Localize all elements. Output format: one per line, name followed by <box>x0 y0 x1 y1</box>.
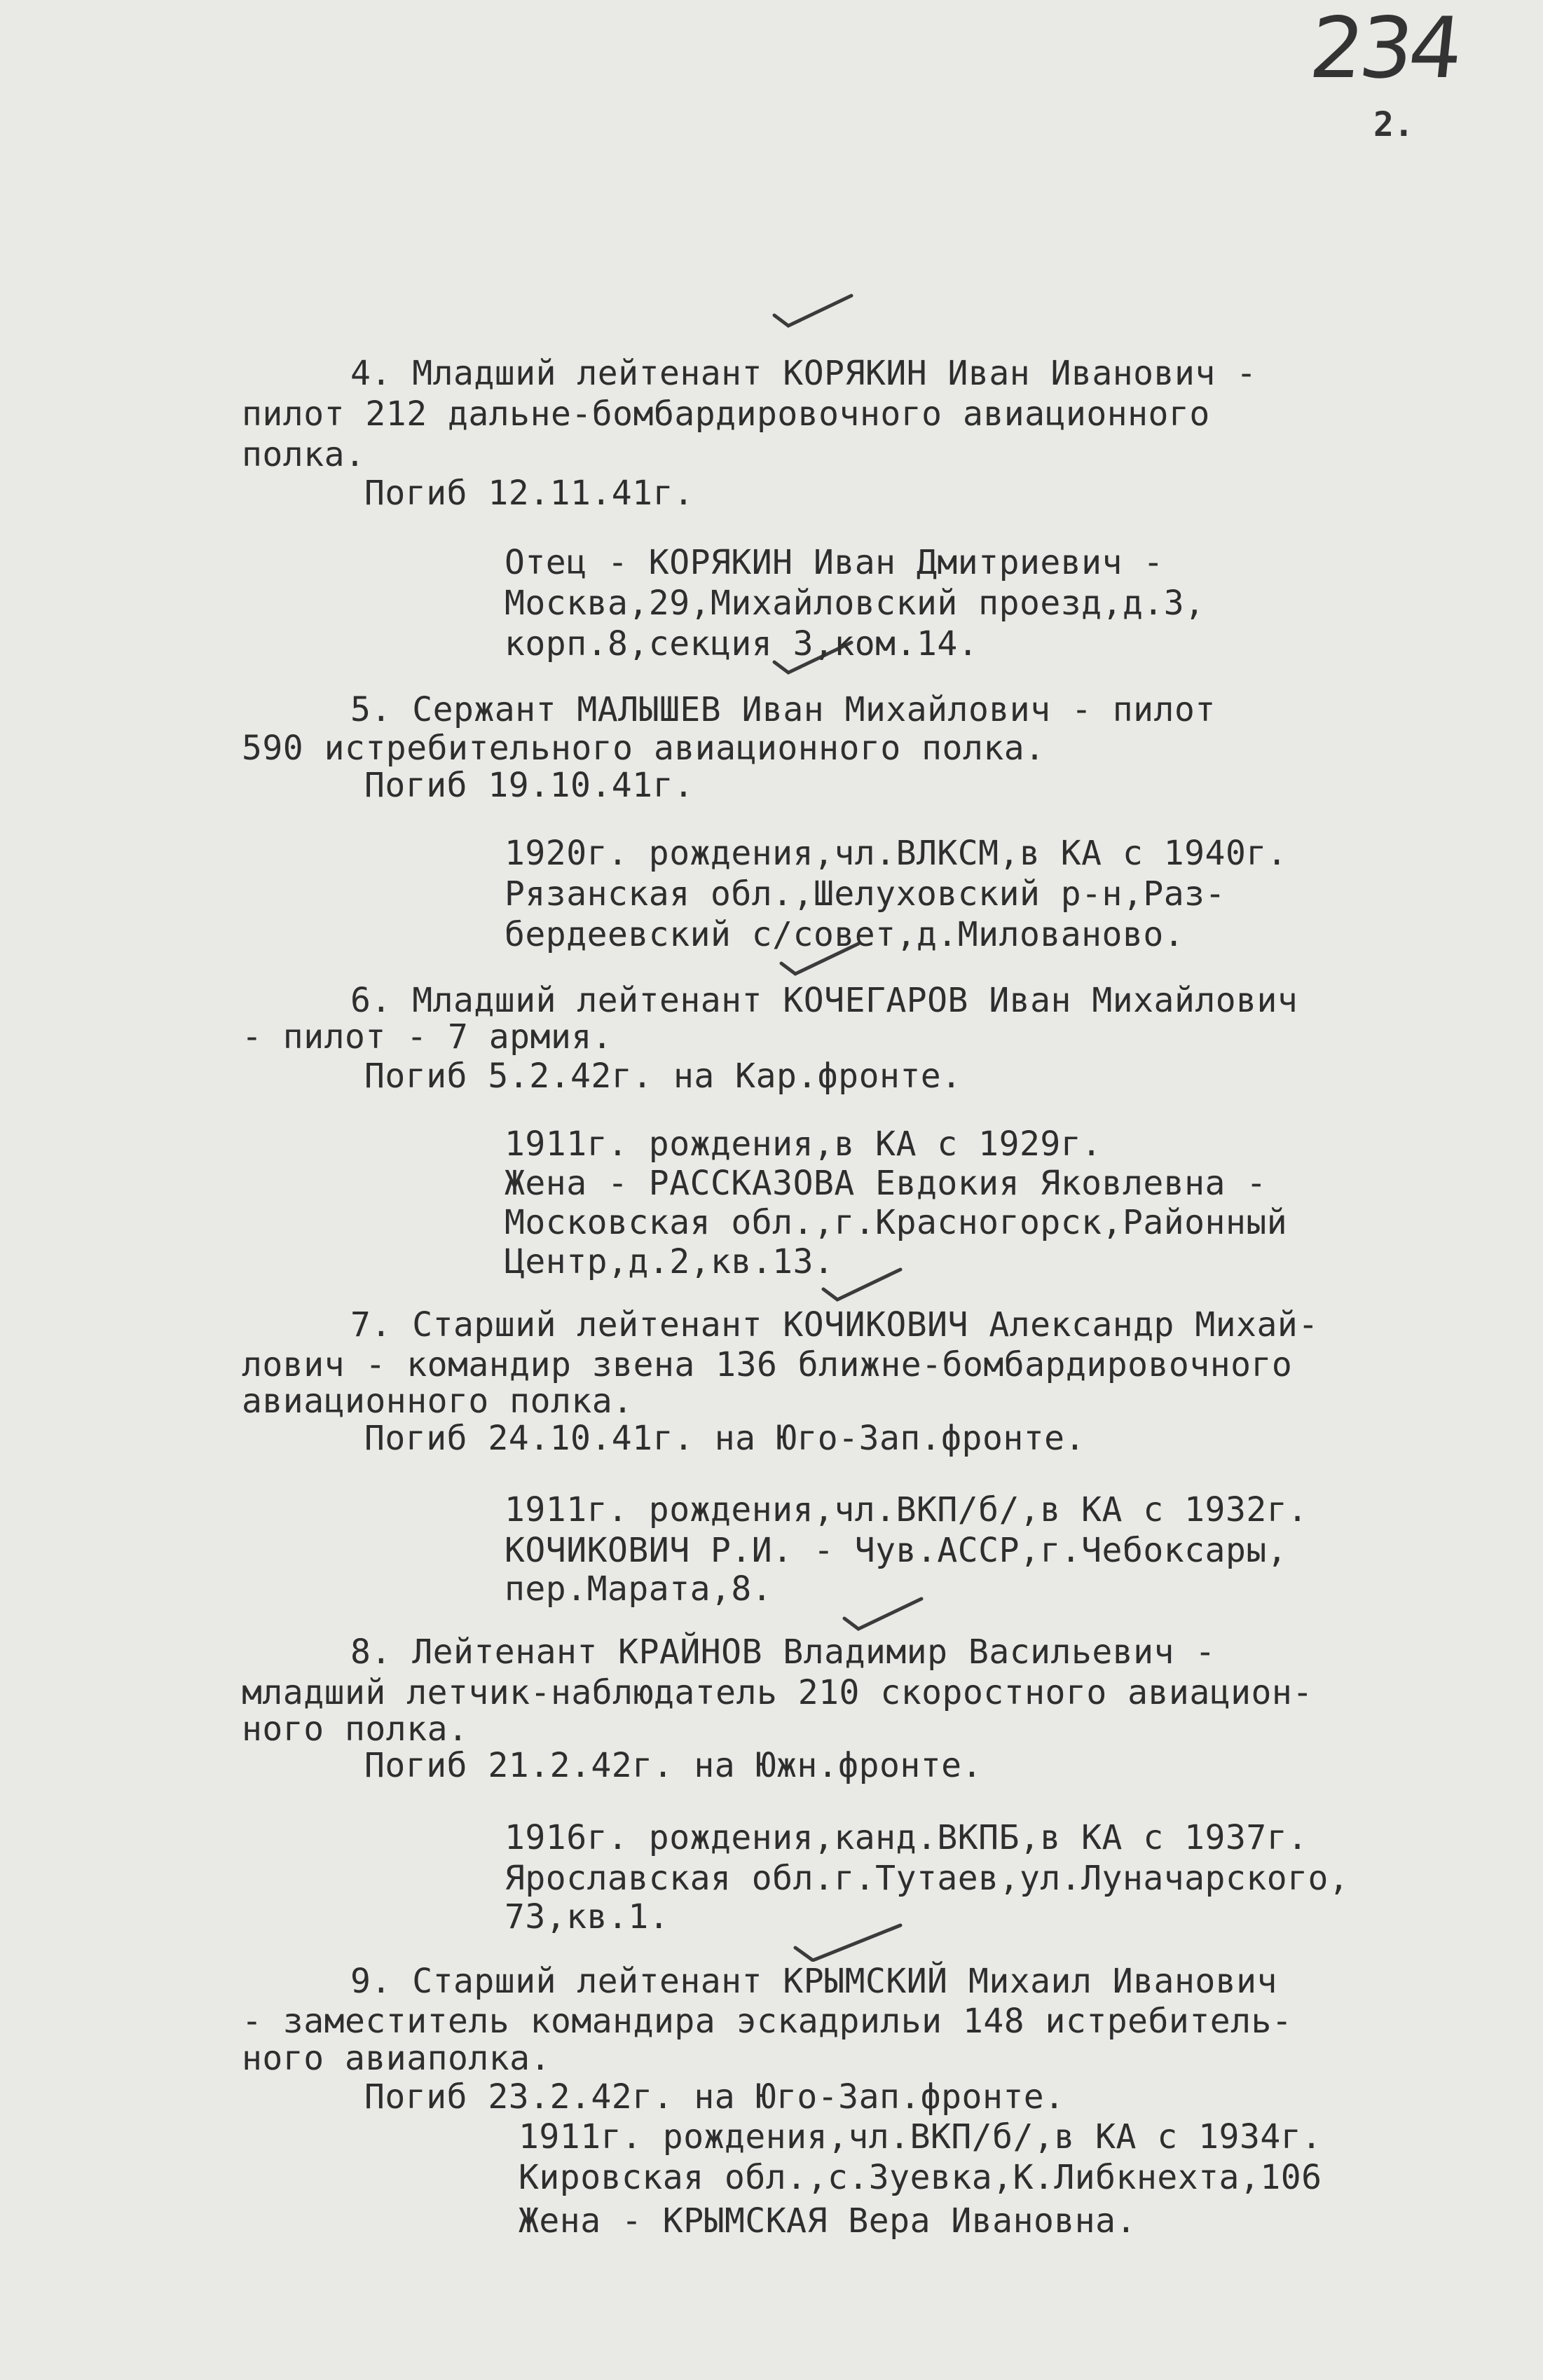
entry-9-line-1: 9. Старший лейтенант КРЫМСКИЙ Михаил Иванович <box>350 1962 1277 2001</box>
check-mark-icon <box>771 287 855 329</box>
entry-6-detail-2: Жена - РАССКАЗОВА Евдокия Яковлевна - <box>505 1164 1267 1203</box>
entry-4-death: Погиб 12.11.41г. <box>364 474 694 513</box>
entry-8-detail-1: 1916г. рождения,канд.ВКПБ,в КА с 1937г. <box>505 1818 1308 1857</box>
entry-5-death: Погиб 19.10.41г. <box>364 766 694 805</box>
entry-4-detail-2: Москва,29,Михайловский проезд,д.3, <box>505 584 1205 623</box>
entry-5-detail-2: Рязанская обл.,Шелуховский р-н,Раз- <box>505 874 1226 914</box>
entry-9-line-3: ного авиаполка. <box>242 2039 551 2078</box>
entry-9-detail-1: 1911г. рождения,чл.ВКП/б/,в КА с 1934г. <box>519 2117 1322 2157</box>
entry-6-line-1: 6. Младший лейтенант КОЧЕГАРОВ Иван Михайлович <box>350 981 1298 1020</box>
entry-6-detail-1: 1911г. рождения,в КА с 1929г. <box>505 1124 1102 1164</box>
entry-7-line-3: авиационного полка. <box>242 1382 633 1421</box>
entry-4-line-1: 4. Младший лейтенант КОРЯКИН Иван Иванович - <box>350 354 1257 393</box>
entry-5-line-1: 5. Сержант МАЛЫШЕВ Иван Михайлович - пилот <box>350 690 1216 729</box>
entry-8-line-3: ного полка. <box>242 1710 469 1749</box>
entry-8-detail-3: 73,кв.1. <box>505 1897 670 1937</box>
entry-9-detail-3: Жена - КРЫМСКАЯ Вера Ивановна. <box>519 2201 1137 2241</box>
check-mark-icon <box>792 1920 904 1962</box>
entry-7-detail-1: 1911г. рождения,чл.ВКП/б/,в КА с 1932г. <box>505 1490 1308 1529</box>
entry-8-line-2: младший летчик-наблюдатель 210 скоростного авиацион- <box>242 1673 1313 1712</box>
entry-7-line-2: лович - командир звена 136 ближне-бомбардировочного <box>242 1345 1293 1384</box>
entry-7-line-1: 7. Старший лейтенант КОЧИКОВИЧ Александр Михай- <box>350 1305 1319 1344</box>
entry-6-detail-4: Центр,д.2,кв.13. <box>505 1242 835 1281</box>
entry-4-detail-3: корп.8,секция 3,ком.14. <box>505 624 979 663</box>
entry-5-detail-1: 1920г. рождения,чл.ВЛКСМ,в КА с 1940г. <box>505 834 1288 873</box>
entry-6-death: Погиб 5.2.42г. на Кар.фронте. <box>364 1057 962 1096</box>
entry-9-death: Погиб 23.2.42г. на Юго-Зап.фронте. <box>364 2077 1065 2117</box>
folio-number: 234 <box>1305 0 1464 97</box>
entry-4-detail-1: Отец - КОРЯКИН Иван Дмитриевич - <box>505 543 1164 582</box>
entry-8-detail-2: Ярославская обл.г.Тутаев,ул.Луначарского, <box>505 1859 1350 1898</box>
entry-4-line-2: пилот 212 дальне-бомбардировочного авиационного <box>242 394 1210 434</box>
entry-4-line-3: полка. <box>242 435 366 474</box>
page-number: 2. <box>1373 105 1414 144</box>
entry-6-line-2: - пилот - 7 армия. <box>242 1017 613 1057</box>
entry-9-detail-2: Кировская обл.,с.Зуевка,К.Либкнехта,106 <box>519 2158 1322 2197</box>
entry-5-line-2: 590 истребительного авиационного полка. <box>242 729 1045 768</box>
check-mark-icon <box>841 1590 925 1632</box>
entry-8-line-1: 8. Лейтенант КРАЙНОВ Владимир Васильевич - <box>350 1632 1216 1672</box>
entry-6-detail-3: Московская обл.,г.Красногорск,Районный <box>505 1203 1288 1242</box>
entry-9-line-2: - заместитель командира эскадрильи 148 истребитель- <box>242 2002 1293 2041</box>
entry-5-detail-3: бердеевский с/совет,д.Милованово. <box>505 915 1185 954</box>
entry-7-death: Погиб 24.10.41г. на Юго-Зап.фронте. <box>364 1419 1085 1458</box>
entry-8-death: Погиб 21.2.42г. на Южн.фронте. <box>364 1746 982 1785</box>
entry-7-detail-3: пер.Марата,8. <box>505 1569 773 1609</box>
entry-7-detail-2: КОЧИКОВИЧ Р.И. - Чув.АССР,г.Чебоксары, <box>505 1531 1288 1570</box>
